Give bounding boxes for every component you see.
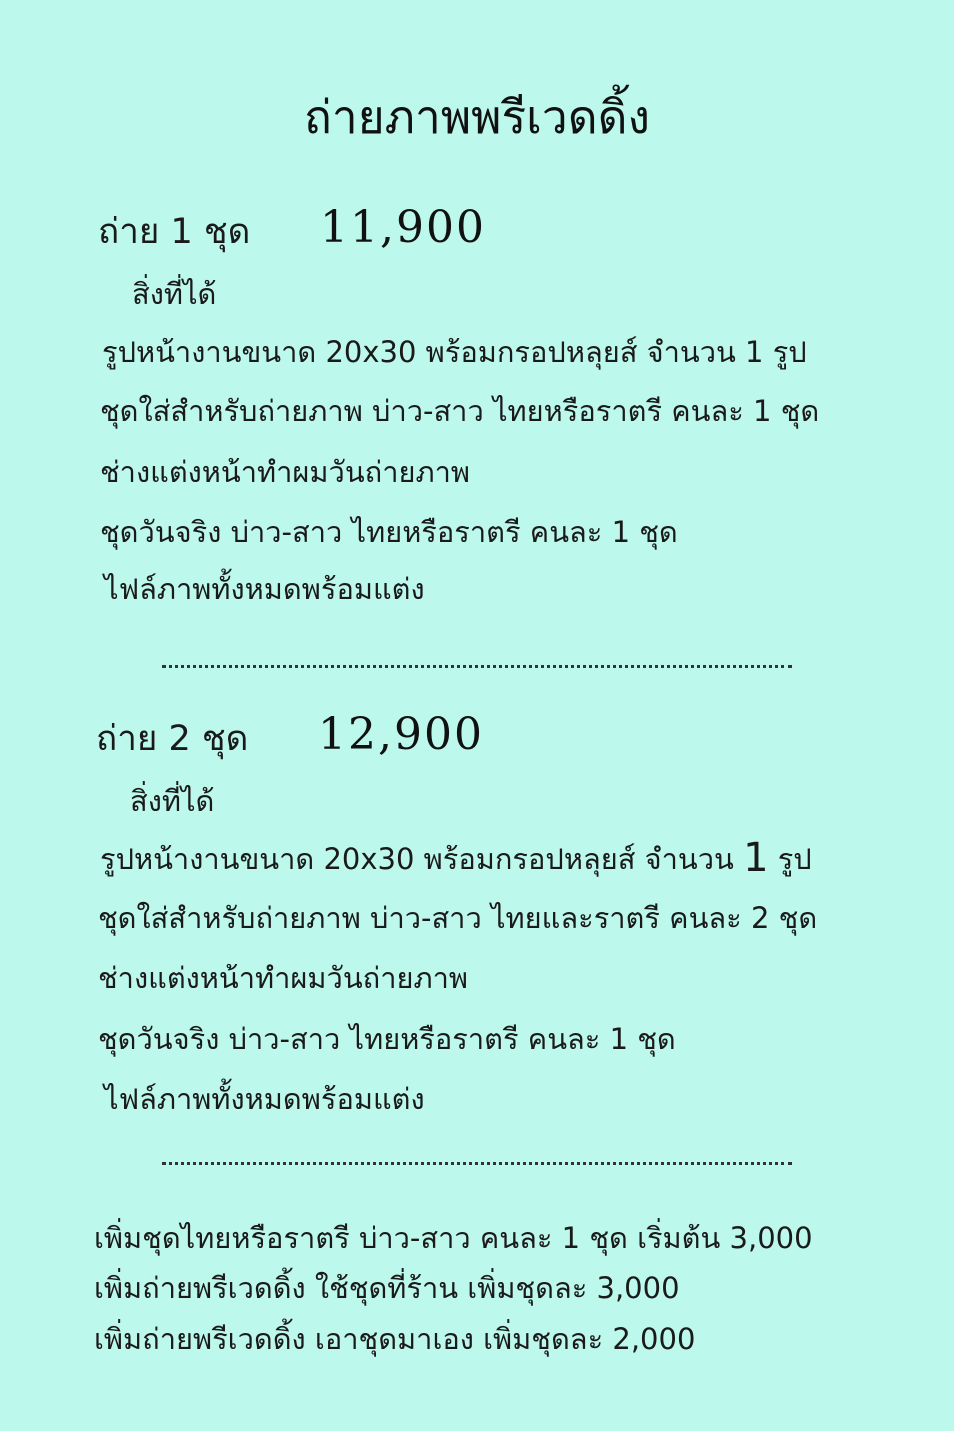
divider-2 — [162, 1162, 792, 1165]
package-1-item-5: ไฟล์ภาพทั้งหมดพร้อมแต่ง — [104, 572, 425, 606]
package-2-price: 12,900 — [318, 709, 484, 760]
package-1-includes-label: สิ่งที่ได้ — [132, 277, 217, 311]
extra-2: เพิ่มถ่ายพรีเวดดิ้ง ใช้ชุดที่ร้าน เพิ่มชุดละ 3,000 — [94, 1271, 680, 1305]
package-1-price: 11,900 — [320, 202, 486, 253]
extra-1: เพิ่มชุดไทยหรือราตรี บ่าว-สาว คนละ 1 ชุด เริ่มต้น 3,000 — [94, 1221, 813, 1255]
divider-1 — [162, 665, 792, 668]
package-1-item-2: ชุดใส่สำหรับถ่ายภาพ บ่าว-สาว ไทยหรือราตรี คนละ 1 ชุด — [100, 394, 820, 428]
package-2-item-5: ไฟล์ภาพทั้งหมดพร้อมแต่ง — [104, 1082, 425, 1116]
package-2-name: ถ่าย 2 ชุด — [96, 719, 249, 759]
package-1-name: ถ่าย 1 ชุด — [98, 212, 251, 252]
package-2-includes-label: สิ่งที่ได้ — [130, 784, 215, 818]
package-2-item-1-unit: รูป — [777, 842, 812, 876]
package-1-item-4: ชุดวันจริง บ่าว-สาว ไทยหรือราตรี คนละ 1 ชุด — [100, 515, 678, 549]
package-2-item-2: ชุดใส่สำหรับถ่ายภาพ บ่าว-สาว ไทยและราตรี คนละ 2 ชุด — [98, 901, 818, 935]
package-2-item-4: ชุดวันจริง บ่าว-สาว ไทยหรือราตรี คนละ 1 ชุด — [98, 1022, 676, 1056]
package-2-item-1-number: 1 — [743, 835, 769, 881]
page-title: ถ่ายภาพพรีเวดดิ้ง — [304, 90, 650, 144]
package-2-item-3: ช่างแต่งหน้าทำผมวันถ่ายภาพ — [98, 961, 469, 995]
extra-3: เพิ่มถ่ายพรีเวดดิ้ง เอาชุดมาเอง เพิ่มชุดละ 2,000 — [94, 1322, 696, 1356]
package-1-item-3: ช่างแต่งหน้าทำผมวันถ่ายภาพ — [100, 455, 471, 489]
package-1-item-1: รูปหน้างานขนาด 20x30 พร้อมกรอปหลุยส์ จำนวน 1 รูป — [102, 335, 807, 369]
package-2-item-1-text: รูปหน้างานขนาด 20x30 พร้อมกรอปหลุยส์ จำนวน — [100, 842, 744, 876]
package-2-item-1 — [100, 835, 812, 881]
